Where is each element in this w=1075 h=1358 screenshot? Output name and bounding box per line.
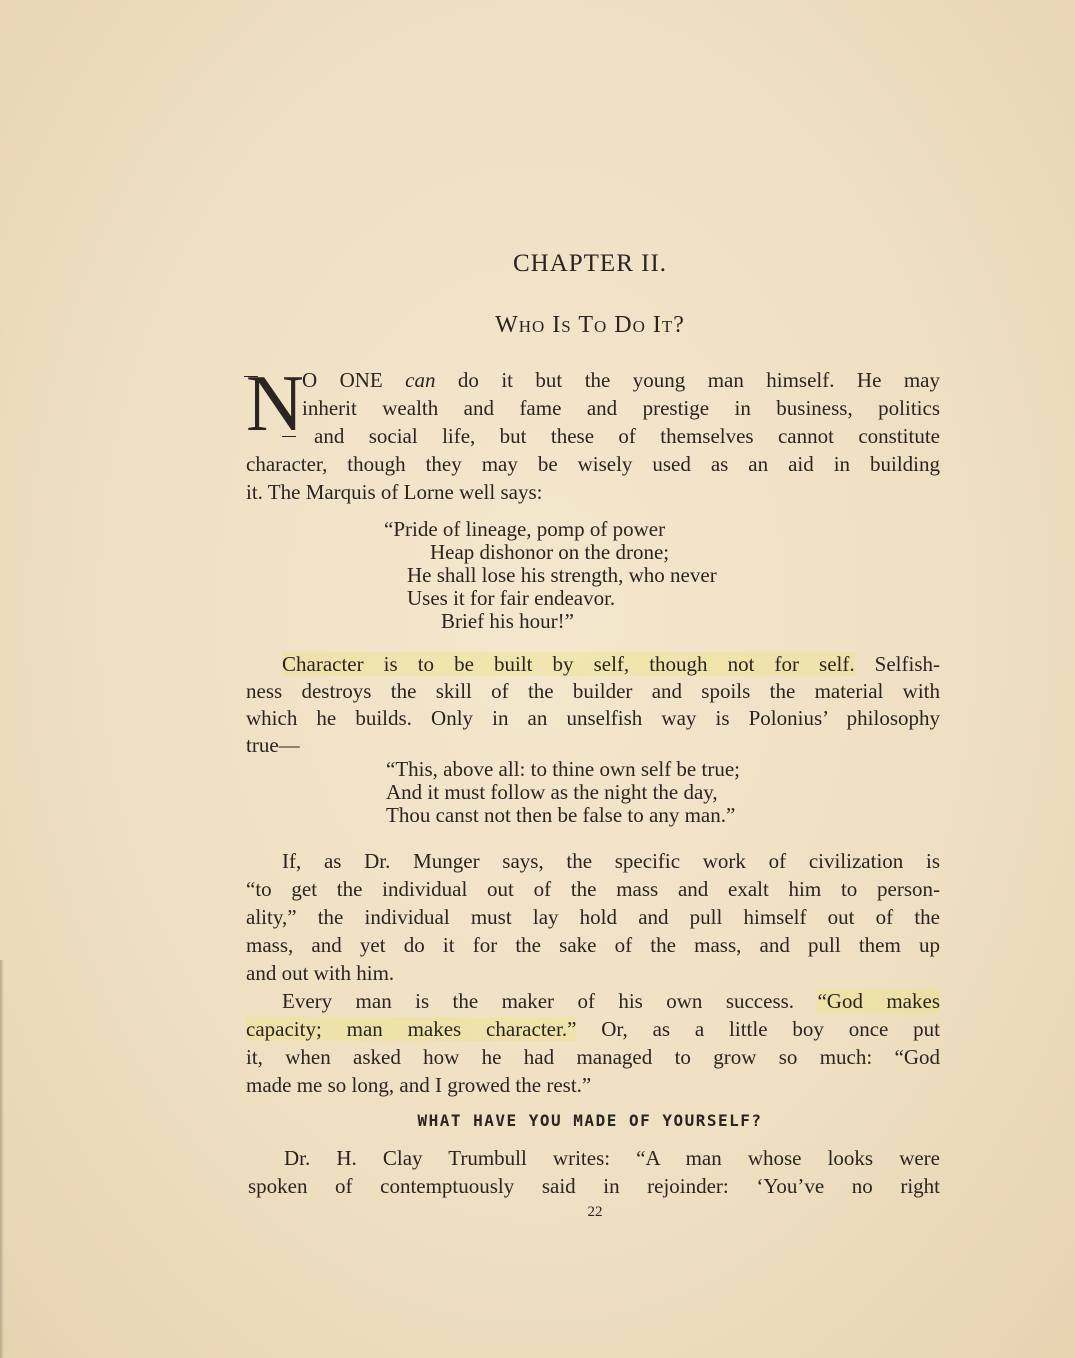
paragraph-1-line-2: inherit wealth and fame and prestige in business, politics [302,396,940,420]
paragraph-3-line-3: ality,” the individual must lay hold and pull himself out of the [246,905,940,929]
paragraph-3-line-1: If, as Dr. Munger says, the specific work of civilization is [282,849,940,873]
page-number: 22 [587,1204,603,1220]
text-span: Or, as a little boy once put [576,1017,940,1041]
text-span: O ONE [302,368,406,392]
paragraph-4-line-3: it, when asked how he had managed to grow so much: “God [246,1045,940,1069]
text-span: do it but the young man himself. He may [435,368,940,392]
drop-cap [246,360,304,448]
paragraph-5-line-2: spoken of contemptuously said in rejoinder: ‘You’ve no right [248,1174,940,1198]
paragraph-5-line-1: Dr. H. Clay Trumbull writes: “A man whose looks were [284,1146,940,1170]
paragraph-4-line-1 [282,987,940,1015]
paragraph-1-line-4: character, though they may be wisely used as an aid in building [246,452,940,476]
chapter-heading: CHAPTER II. [512,250,668,277]
poem-1-line-3: He shall lose his strength, who never [407,563,717,587]
text-span: Selfish- [854,652,941,676]
paragraph-3-line-4: mass, and yet do it for the sake of the mass, and pull them up [246,933,940,957]
highlighted-text: capacity; man makes character.” [246,1017,577,1041]
paragraph-2-line-1 [282,650,940,678]
italic-word: can [405,368,436,392]
paragraph-4-line-2 [246,1015,940,1043]
paragraph-3-line-2: “to get the individual out of the mass and exalt him to person- [246,877,940,901]
poem-1-line-5: Brief his hour!” [441,609,574,633]
paragraph-2-line-4: true— [246,733,300,757]
poem-1-line-1: “Pride of lineage, pomp of power [384,517,666,541]
poem-2-line-2: And it must follow as the night the day, [386,780,718,804]
poem-1-line-2: Heap dishonor on the drone; [430,540,670,564]
paragraph-1-line-5: it. The Marquis of Lorne well says: [246,480,543,504]
poem-1-line-4: Uses it for fair endeavor. [407,586,616,610]
page-edge-shadow [0,960,4,1358]
drop-cap-letter: N [246,360,304,448]
section-heading: WHAT HAVE YOU MADE OF YOURSELF? [417,1111,763,1130]
paragraph-3-line-5: and out with him. [246,961,395,985]
poem-2-line-3: Thou canst not then be false to any man.” [386,803,736,827]
paragraph-4-line-4: made me so long, and I growed the rest.” [246,1073,592,1097]
poem-2-line-1: “This, above all: to thine own self be true; [386,757,740,781]
chapter-title: Who Is To Do It? [495,312,685,338]
paragraph-2-line-2: ness destroys the skill of the builder and spoils the material with [246,679,940,703]
highlighted-text: “God makes [817,989,940,1013]
highlighted-text: Character is to be built by self, though not for self. [282,652,855,676]
text-span: Every man is the maker of his own success. [282,989,818,1013]
paragraph-2-line-3: which he builds. Only in an unselfish way is Polonius’ philosophy [246,706,940,730]
paragraph-1-line-1 [302,366,940,394]
paragraph-1-line-3: and social life, but these of themselves cannot constitute [314,424,940,448]
